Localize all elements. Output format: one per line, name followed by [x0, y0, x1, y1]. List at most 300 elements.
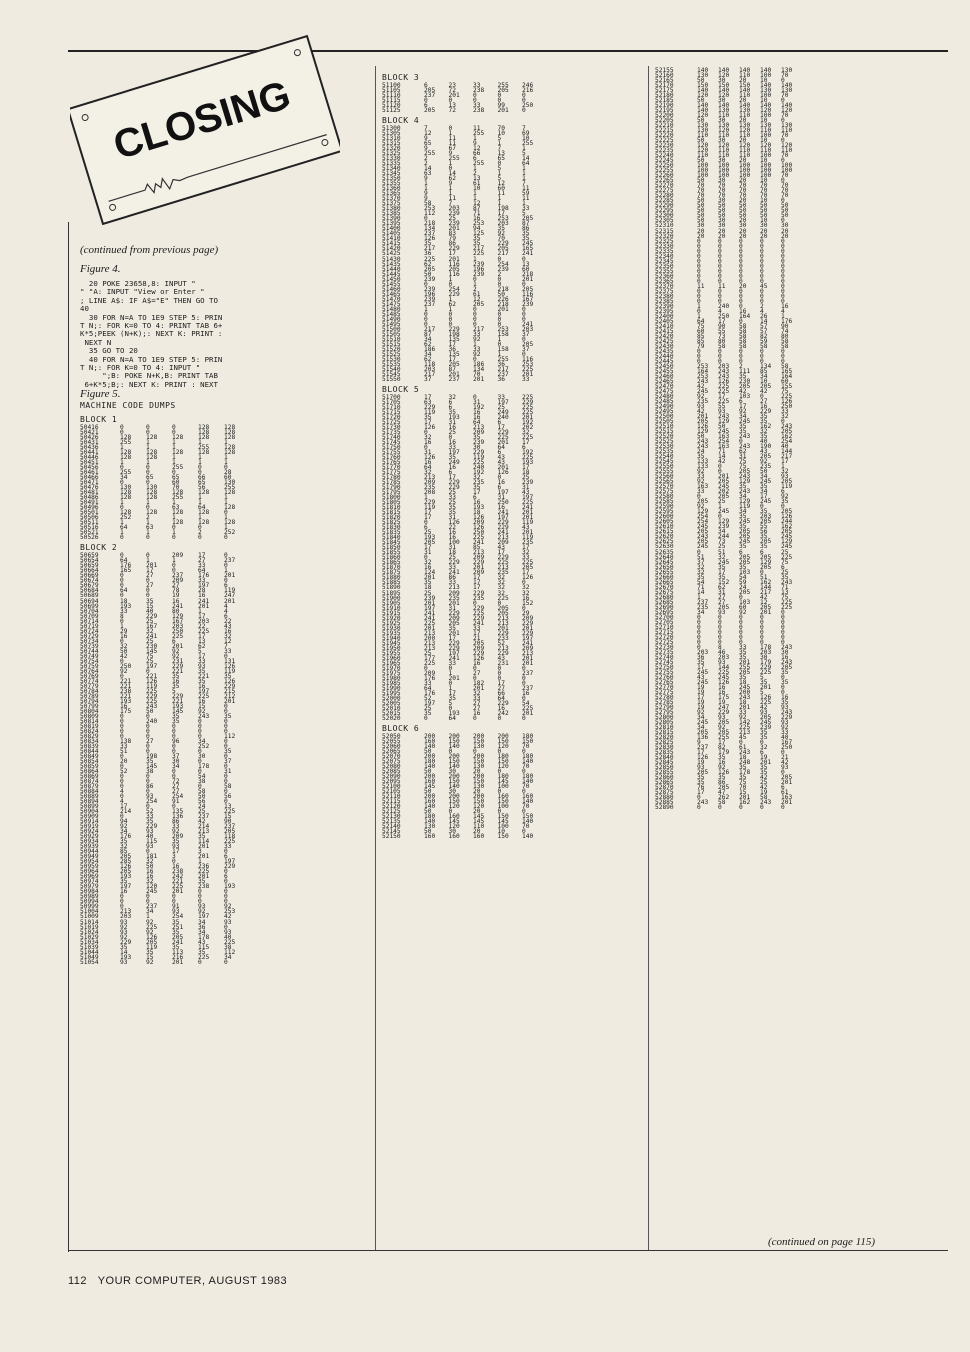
dump-byte: 203	[497, 220, 509, 228]
dump-byte: 213	[497, 644, 509, 652]
dump-address: 50869	[80, 773, 99, 781]
dump-byte: 90	[718, 322, 726, 330]
dump-byte: 62	[448, 175, 456, 183]
dump-byte: 0	[224, 898, 228, 906]
column-separator	[648, 66, 649, 1250]
dump-byte: 80	[172, 607, 180, 615]
dump-address: 50759	[80, 662, 99, 670]
dump-address: 50904	[80, 808, 99, 816]
dump-byte: 225	[146, 687, 158, 695]
dump-byte: 35	[522, 235, 530, 243]
dump-byte: 120	[497, 763, 509, 770]
dump-byte: 110	[739, 92, 751, 100]
dump-byte: 0	[424, 280, 428, 288]
dump-address: 52315	[655, 227, 674, 235]
dump-byte: 50	[697, 202, 705, 210]
dump-address: 51935	[382, 629, 401, 637]
dump-byte: 253	[473, 220, 485, 228]
dump-byte: 128	[120, 454, 132, 462]
dump-byte: 0	[718, 292, 722, 300]
dump-byte: 35	[760, 678, 768, 686]
dump-byte: 116	[448, 260, 460, 268]
dump-byte: 0	[146, 479, 150, 487]
dump-byte: 73	[718, 332, 726, 340]
dump-address: 52555	[655, 468, 674, 476]
dump-byte: 35	[760, 483, 768, 491]
dump-byte: 0	[697, 613, 701, 621]
dump-byte: 255	[522, 140, 534, 148]
dump-byte: 225	[522, 454, 534, 462]
dump-byte: 0	[697, 623, 701, 631]
dump-byte: 0	[718, 804, 722, 812]
dump-address: 50496	[80, 504, 99, 512]
dump-byte: 34	[172, 763, 180, 771]
dump-byte: 201	[473, 375, 485, 383]
dump-byte: 245	[739, 418, 751, 426]
dump-byte: 36	[198, 923, 206, 931]
dump-byte: 201	[522, 709, 534, 717]
dump-byte: 209	[473, 644, 485, 652]
dump-address: 51740	[382, 434, 401, 442]
dump-byte: 0	[522, 335, 526, 343]
dump-byte: 0	[522, 255, 526, 263]
dump-byte: 254	[497, 260, 509, 268]
dump-byte: 163	[781, 794, 793, 802]
dump-byte: 50	[760, 207, 768, 215]
dump-byte: 229	[760, 663, 772, 671]
dump-byte: 1	[448, 185, 453, 193]
dump-byte: 205	[760, 563, 772, 571]
dump-row	[655, 805, 945, 810]
dump-byte: 32	[497, 574, 505, 582]
dump-byte: 245	[697, 523, 709, 531]
dump-byte: 229	[522, 619, 534, 627]
dump-byte: 2	[739, 362, 743, 370]
dump-byte: 160	[522, 793, 534, 801]
dump-byte: 176	[781, 317, 793, 325]
dump-byte: 85	[473, 544, 481, 552]
dump-byte: 226	[497, 295, 509, 303]
dump-byte: 37	[522, 345, 530, 353]
dump-byte: 58	[198, 788, 206, 796]
dump-byte: 241	[172, 602, 184, 610]
dump-byte: 0	[497, 92, 502, 100]
dump-byte: 129	[760, 558, 772, 566]
dump-byte: 0	[473, 599, 477, 607]
dump-address: 52610	[655, 523, 674, 531]
dump-byte: 20	[739, 117, 747, 125]
dump-address: 51365	[382, 190, 401, 198]
dump-byte: 205	[697, 769, 709, 777]
dump-address: 51965	[382, 659, 401, 667]
dump-byte: 65	[172, 474, 180, 482]
dump-byte: 0	[522, 315, 526, 323]
dump-byte: 241	[473, 619, 485, 627]
dump-byte: 144	[760, 583, 772, 591]
dump-address: 51905	[382, 599, 401, 607]
dump-byte: 1	[497, 335, 502, 343]
dump-byte: 241	[497, 509, 509, 517]
dump-byte: 213	[739, 729, 751, 737]
dump-byte: 92	[781, 724, 789, 732]
dump-byte: 14	[697, 588, 705, 596]
dump-address: 52780	[655, 693, 674, 701]
dump-byte: 34	[424, 335, 432, 343]
dump-byte: 0	[497, 255, 502, 263]
dump-address: 52740	[655, 653, 674, 661]
dump-byte: 0	[497, 669, 502, 677]
dump-address: 52240	[655, 152, 674, 160]
dump-byte: 140	[739, 67, 751, 74]
dump-byte: 229	[718, 709, 730, 716]
dump-byte: 150	[448, 737, 460, 745]
dump-byte: 0	[120, 793, 124, 801]
dump-byte: 0	[224, 562, 228, 570]
dump-byte: 150	[448, 798, 460, 806]
dump-byte: 126	[224, 662, 236, 670]
dump-byte: 14	[760, 317, 768, 325]
dump-byte: 70	[522, 742, 530, 750]
dump-byte: 0	[718, 267, 722, 275]
dump-byte: 33	[522, 554, 530, 562]
dump-address: 50421	[80, 429, 99, 437]
dump-byte: 35	[697, 774, 705, 782]
dump-byte: 60	[739, 603, 747, 611]
dump-byte: 100	[718, 162, 730, 170]
dump-byte: 128	[198, 519, 210, 527]
dump-byte: 225	[424, 619, 436, 627]
dump-byte: 0	[172, 524, 176, 532]
dump-address: 50769	[80, 672, 99, 680]
dump-byte: 0	[760, 613, 764, 621]
dump-byte: 0	[781, 282, 785, 290]
dump-byte: 10	[760, 217, 768, 225]
dump-byte: 6	[473, 494, 477, 502]
dump-byte: 0	[224, 737, 228, 745]
dump-address: 50949	[80, 853, 99, 861]
dump-byte: 17	[497, 210, 505, 218]
block-heading: BLOCK 6	[382, 723, 420, 733]
dump-address: 52190	[655, 102, 674, 110]
dump-byte: 192	[522, 418, 534, 426]
dump-address: 50724	[80, 627, 99, 635]
dump-byte: 250	[781, 744, 793, 752]
dump-byte: 209	[172, 577, 184, 585]
dump-address: 51890	[382, 584, 401, 592]
dump-byte: 0	[448, 97, 453, 105]
dump-byte: 110	[697, 132, 709, 140]
dump-byte: 205	[718, 493, 730, 501]
dump-byte: 50	[697, 137, 705, 145]
dump-byte: 20	[739, 282, 747, 290]
dump-byte: 0	[497, 280, 502, 288]
dump-address: 51510	[382, 335, 401, 343]
dump-byte: 20	[739, 217, 747, 225]
dump-byte: 32	[718, 553, 726, 561]
dump-byte: 0	[424, 429, 428, 436]
dump-byte: 50	[718, 207, 726, 215]
dump-byte: 198	[146, 752, 158, 760]
dump-byte: 0	[146, 534, 150, 542]
dump-byte: 0	[146, 667, 150, 675]
dump-address: 52810	[655, 724, 674, 732]
dump-byte: 0	[739, 252, 743, 260]
dump-address: 52890	[655, 804, 674, 812]
dump-byte: 7	[522, 125, 526, 133]
dump-address: 51495	[382, 320, 401, 328]
dump-byte: 176	[424, 689, 436, 697]
dump-address: 51550	[382, 375, 401, 383]
dump-byte: 10	[497, 828, 505, 836]
dump-address: 51415	[382, 240, 401, 248]
dump-byte: 18	[522, 469, 530, 477]
dump-byte: 100	[781, 162, 793, 170]
dump-byte: 33	[781, 729, 789, 737]
dump-byte: 214	[120, 808, 132, 816]
dump-address: 50714	[80, 617, 99, 625]
dump-byte: 201	[448, 92, 460, 100]
dump-byte: 32	[522, 589, 530, 597]
dump-byte: 5	[522, 150, 526, 158]
dump-byte: 250	[497, 499, 509, 507]
dump-byte: 0	[522, 350, 526, 358]
dump-byte: 35	[224, 747, 232, 755]
dump-byte: 239	[448, 220, 460, 228]
dump-byte: 0	[697, 352, 701, 360]
dump-address: 50456	[80, 464, 99, 472]
dump-address: 51024	[80, 928, 99, 936]
dump-byte: 237	[497, 370, 509, 378]
dump-byte: 0	[739, 292, 743, 300]
dump-byte: 221	[172, 697, 184, 705]
dump-byte: 30	[718, 97, 726, 105]
dump-address: 51310	[382, 135, 401, 143]
dump-byte: 116	[522, 290, 534, 298]
dump-byte: 19	[697, 688, 705, 696]
dump-byte: 205	[739, 468, 751, 476]
dump-byte: 6	[448, 469, 453, 477]
dump-byte: 197	[497, 489, 509, 497]
dump-address: 51019	[80, 923, 99, 931]
dump-byte: 1	[120, 459, 124, 467]
dump-byte: 142	[739, 719, 751, 727]
dump-byte: 24	[739, 583, 747, 591]
dump-address: 51975	[382, 669, 401, 677]
dump-byte: 10	[760, 137, 768, 145]
dump-byte: 50	[697, 433, 705, 441]
dump-byte: 35	[424, 579, 432, 587]
dump-byte: 128	[120, 489, 132, 497]
dump-byte: 186	[473, 360, 485, 368]
dump-byte: 241	[424, 614, 436, 622]
dump-byte: 239	[473, 260, 485, 268]
dump-byte: 128	[224, 424, 236, 431]
continued-from-note: (continued from previous page)	[80, 244, 219, 256]
dump-byte: 130	[120, 484, 132, 492]
dump-byte: 56	[760, 528, 768, 536]
dump-byte: 216	[172, 953, 184, 961]
dump-address: 50416	[80, 424, 99, 431]
dump-byte: 255	[473, 160, 485, 168]
dump-address: 51545	[382, 370, 401, 378]
dump-byte: 69	[522, 130, 530, 138]
dump-byte: 35	[739, 774, 747, 782]
dump-byte: 140	[448, 763, 460, 770]
dump-byte: 25	[718, 498, 726, 506]
dump-byte: 10	[760, 157, 768, 165]
dump-byte: 110	[739, 112, 751, 120]
dump-byte: 203	[448, 205, 460, 213]
dump-byte: 203	[172, 622, 184, 630]
dump-byte: 15	[739, 789, 747, 797]
dump-byte: 205	[120, 868, 132, 876]
dump-byte: 0	[522, 674, 526, 682]
dump-byte: 1	[473, 165, 477, 173]
dump-byte: 197	[522, 494, 534, 502]
dump-byte: 59	[739, 578, 747, 586]
dump-byte: 237	[424, 300, 436, 308]
dump-byte: 1	[146, 913, 150, 921]
dump-byte: 63	[172, 504, 180, 512]
dump-byte: 0	[448, 315, 453, 323]
dump-byte: 0	[781, 157, 785, 165]
dump-byte: 0	[172, 893, 176, 901]
dump-byte: 93	[781, 473, 789, 481]
dump-byte: 27	[718, 593, 726, 601]
dump-byte: 0	[497, 768, 502, 776]
dump-byte: 93	[718, 714, 726, 722]
dump-byte: 35	[760, 764, 768, 772]
dump-byte: 12	[473, 145, 481, 153]
dump-byte: 201	[760, 608, 772, 616]
dump-byte: 47	[718, 789, 726, 797]
dump-byte: 92	[146, 928, 154, 936]
dump-byte: 0	[198, 717, 202, 725]
dump-byte: 145	[497, 778, 509, 786]
dump-address: 52710	[655, 623, 674, 631]
dump-byte: 225	[224, 838, 236, 846]
dump-byte: 54	[739, 573, 747, 581]
dump-byte: 205	[781, 508, 793, 516]
dump-byte: 0	[473, 320, 477, 328]
dump-address: 50939	[80, 843, 99, 851]
page-frame-bottom	[68, 1250, 948, 1251]
dump-byte: 243	[697, 443, 709, 451]
dump-byte: 93	[120, 918, 128, 926]
page-number: 112	[68, 1275, 88, 1287]
dump-byte: 0	[146, 577, 150, 585]
dump-byte: 0	[172, 534, 176, 542]
dump-address: 50909	[80, 813, 99, 821]
dump-byte: 72	[172, 778, 180, 786]
dump-byte: 205	[760, 603, 772, 611]
dump-byte: 118	[424, 360, 436, 368]
dump-byte: 128	[224, 489, 236, 497]
dump-row	[382, 834, 644, 839]
dump-byte: 90	[224, 818, 232, 826]
dump-byte: 13	[781, 588, 789, 596]
dump-byte: 57	[760, 327, 768, 335]
dump-byte: 128	[224, 429, 236, 437]
dump-byte: 0	[120, 582, 124, 590]
dump-byte: 1	[198, 858, 202, 866]
dump-byte: 31	[224, 768, 232, 776]
dump-byte: 200	[448, 732, 460, 740]
dump-byte: 217	[760, 588, 772, 596]
dump-byte: 0	[739, 247, 743, 255]
dump-byte: 197	[522, 634, 534, 642]
dump-byte: 86	[146, 783, 154, 791]
dump-byte: 62	[739, 448, 747, 456]
dump-byte: 197	[424, 604, 436, 612]
dump-address: 51725	[382, 418, 401, 426]
dump-byte: 0	[739, 317, 743, 325]
dump-byte: 0	[224, 778, 228, 786]
dump-byte: 32	[760, 744, 768, 752]
dump-byte: 86	[448, 574, 456, 582]
dump-byte: 0	[697, 242, 701, 250]
dump-byte: 120	[718, 127, 730, 135]
dump-byte: 25	[146, 637, 154, 645]
dump-byte: 0	[146, 803, 150, 811]
dump-byte: 0	[739, 438, 743, 446]
dump-byte: 38	[146, 768, 154, 776]
dump-byte: 35	[739, 673, 747, 681]
dump-byte: 0	[172, 722, 176, 730]
dump-byte: 229	[473, 559, 485, 567]
dump-byte: 0	[697, 347, 701, 355]
dump-address: 52160	[655, 72, 674, 80]
dump-address: 52415	[655, 327, 674, 335]
dump-byte: 11	[497, 190, 505, 198]
dump-byte: 27	[146, 572, 154, 580]
dump-byte: 11	[697, 282, 705, 290]
dump-byte: 32	[522, 429, 530, 436]
dump-byte: 229	[120, 938, 132, 946]
dump-byte: 35	[760, 418, 768, 426]
dump-address: 52185	[655, 97, 674, 105]
dump-byte: 2	[198, 529, 202, 537]
dump-byte: 130	[697, 127, 709, 135]
dump-byte: 20	[739, 197, 747, 205]
dump-byte: 25	[424, 649, 432, 657]
dump-byte: 0	[739, 302, 743, 310]
dump-address: 51350	[382, 175, 401, 183]
dump-byte: 217	[781, 453, 793, 461]
dump-byte: 64	[120, 524, 128, 532]
dump-byte: 201	[172, 888, 184, 896]
dump-byte: 130	[473, 783, 485, 791]
dump-byte: 11	[448, 195, 456, 203]
dump-byte: 0	[120, 732, 124, 740]
dump-byte: 205	[424, 87, 436, 95]
dump-address: 51820	[382, 514, 401, 522]
dump-address: 51745	[382, 439, 401, 447]
dump-byte: 57	[760, 322, 768, 330]
dump-byte: 33	[473, 82, 481, 89]
dump-byte: 120	[739, 127, 751, 135]
dump-byte: 225	[522, 403, 534, 411]
dump-byte: 70	[497, 125, 505, 133]
dump-byte: 76	[697, 784, 705, 792]
dump-byte: 243	[697, 799, 709, 807]
dump-byte: 201	[522, 529, 534, 537]
dump-byte: 255	[473, 130, 485, 138]
dump-byte: 140	[718, 87, 730, 95]
dump-address: 51945	[382, 639, 401, 647]
dump-address: 52020	[382, 714, 401, 722]
dump-byte: 128	[224, 519, 236, 527]
